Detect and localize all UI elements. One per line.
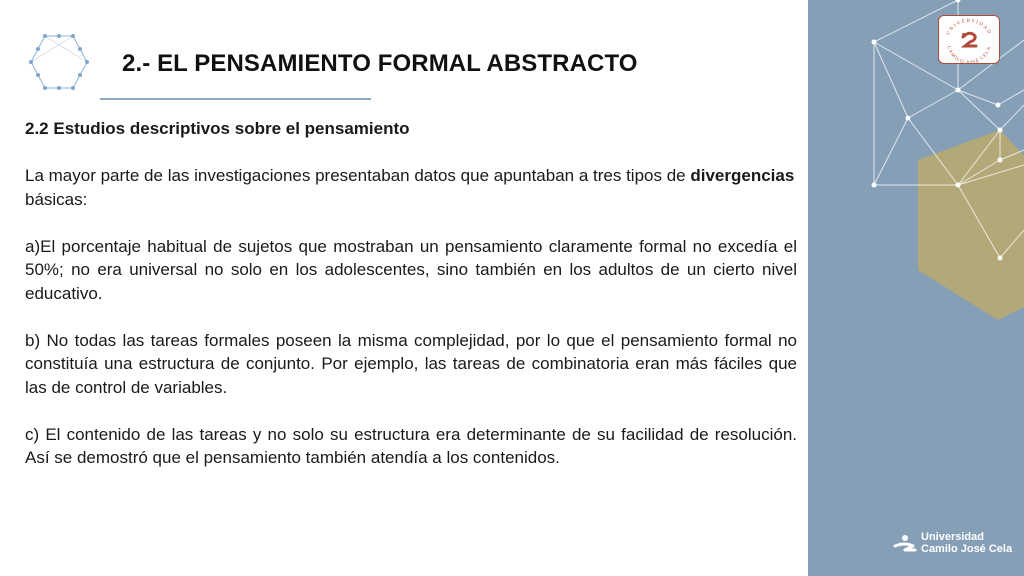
point-c-paragraph: c) El contenido de las tareas y no solo su estructura era determinante de su facilidad de resolución. Así se demostró que el pensamiento también atendía a los contenidos. bbox=[25, 424, 797, 467]
wordmark-line-2: Camilo José Cela bbox=[921, 543, 1013, 555]
intro-text-end: básicas: bbox=[25, 189, 88, 209]
svg-text:CAMILO JOSÉ CELA: CAMILO JOSÉ CELA bbox=[945, 45, 993, 64]
university-logo-icon bbox=[893, 532, 917, 556]
slide-body bbox=[25, 117, 797, 493]
gold-hexagon-shape bbox=[918, 130, 1024, 320]
intro-bold-term: divergencias bbox=[690, 166, 795, 185]
intro-text-start: La mayor parte de las investigaciones presentaban datos que apuntaban a tres tipos de bbox=[25, 166, 691, 185]
decorative-side-panel bbox=[808, 0, 1024, 576]
point-b-paragraph: b) No todas las tareas formales poseen la misma complejidad, por lo que el pensamiento formal no constituía una estructura de conjunto. Por ejemplo, las tareas de combinatoria eran más fáciles que las de control de variables. bbox=[25, 330, 797, 397]
title-underline bbox=[100, 98, 371, 100]
university-seal-logo bbox=[938, 15, 1000, 64]
hexagon-network-icon bbox=[28, 32, 90, 92]
intro-paragraph bbox=[25, 164, 797, 211]
wordmark-line-1: Universidad bbox=[921, 531, 984, 543]
svg-text:UNIVERSIDAD: UNIVERSIDAD bbox=[946, 18, 992, 37]
section-subtitle: 2.2 Estudios descriptivos sobre el pensamiento bbox=[25, 119, 410, 138]
network-graphic bbox=[808, 0, 1024, 576]
slide-title: 2.- EL PENSAMIENTO FORMAL ABSTRACTO bbox=[122, 50, 638, 77]
university-wordmark-text bbox=[921, 531, 1012, 555]
point-a-paragraph: a)El porcentaje habitual de sujetos que mostraban un pensamiento claramente formal no excedía el 50%; no era universal no solo en los adolescentes, sino también en los adultos de un cierto nivel educativo. bbox=[25, 236, 797, 303]
